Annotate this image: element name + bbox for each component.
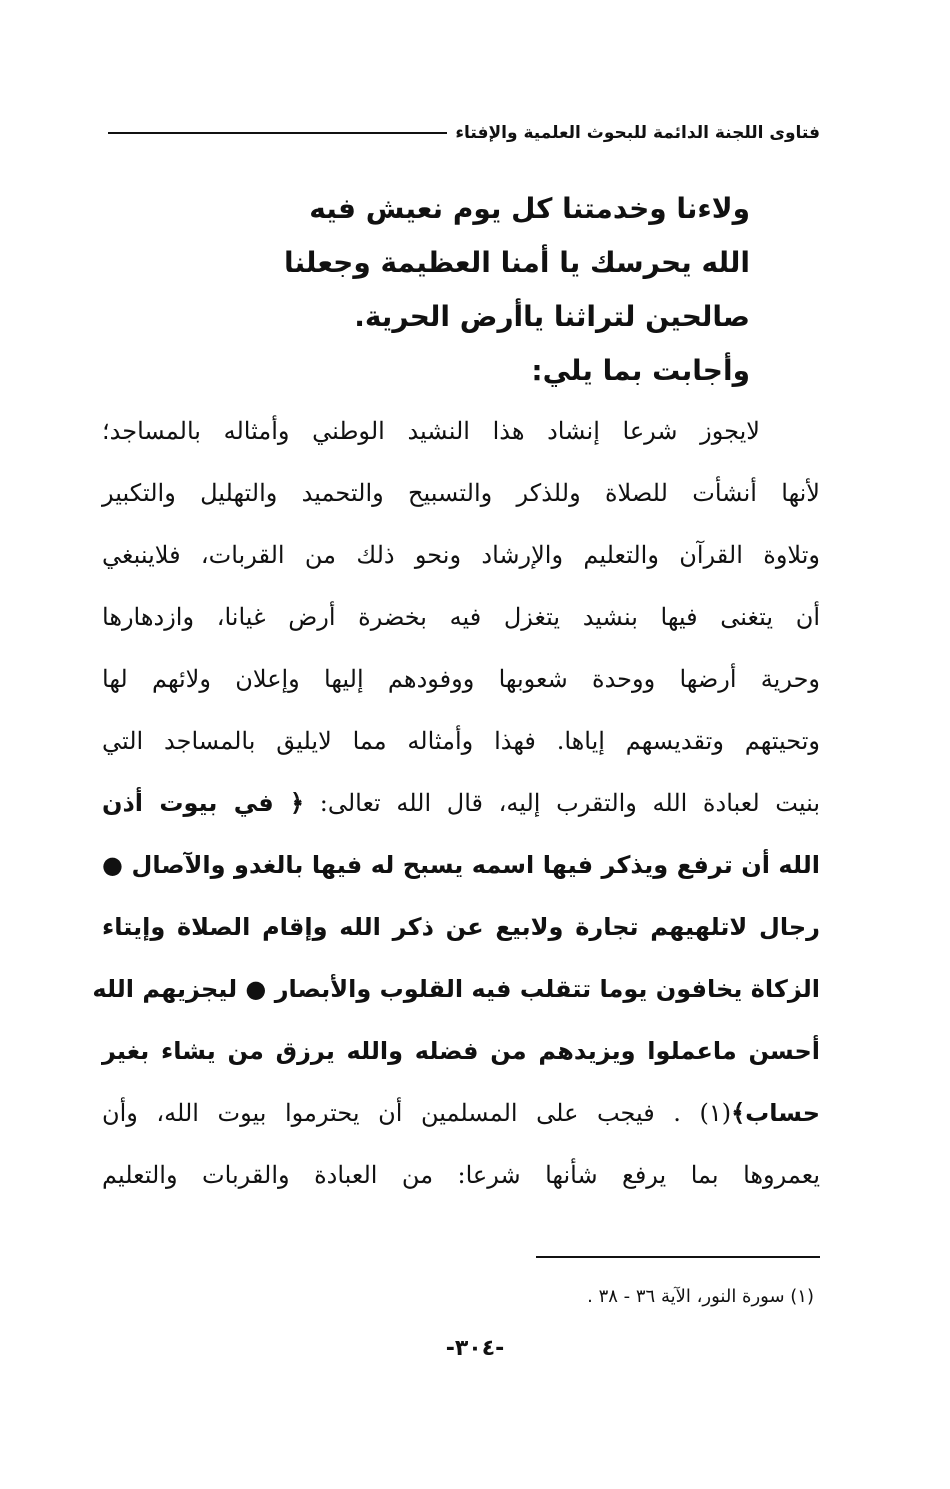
body-line: يعمروها بما يرفع شأنها شرعا: من العبادة والقربات والتعليم (102, 1161, 820, 1189)
poem-block (190, 182, 750, 398)
body-text-normal: (١) . فيجب على المسلمين أن يحترموا بيوت الله، وأن (102, 1099, 732, 1127)
quran-verse-line: رجال لاتلهيهم تجارة ولابيع عن ذكر الله وإقام الصلاة وإيتاء (102, 913, 820, 941)
quran-verse-line: أحسن ماعملوا ويزيدهم من فضله والله يرزق من يشاء بغير (102, 1037, 820, 1065)
quran-verse-start: ﴿ في بيوت أذن (102, 789, 305, 817)
poem-line: ولاءنا وخدمتنا كل يوم نعيش فيه (309, 192, 750, 225)
fatwa-body (92, 400, 821, 1206)
quran-verse-line: الله أن ترفع ويذكر فيها اسمه يسبح له فيها بالغدو والآصال ● (102, 851, 820, 879)
footnote: (١) سورة النور، الآية ٣٦ - ٣٨ . (587, 1286, 814, 1307)
footnote-divider (536, 1256, 820, 1258)
answer-intro: وأجابت بما يلي: (531, 354, 750, 387)
body-line: لايجوز شرعا إنشاد هذا النشيد الوطني وأمثاله بالمساجد؛ (102, 417, 760, 445)
body-text-normal: بنيت لعبادة الله والتقرب إليه، قال الله تعالى: (319, 789, 821, 817)
body-line: وتلاوة القرآن والتعليم والإرشاد ونحو ذلك من القربات، فلاينبغي (102, 541, 820, 569)
poem-line: الله يحرسك يا أمنا العظيمة وجعلنا (283, 246, 750, 279)
body-line: لأنها أنشأت للصلاة وللذكر والتسبيح والتحميد والتهليل والتكبير (102, 479, 820, 507)
body-line: وتحيتهم وتقديسهم إياها. فهذا وأمثاله مما لايليق بالمساجد التي (102, 727, 820, 755)
body-line-mixed (102, 1082, 820, 1144)
poem-line: صالحين لتراثنا ياأرض الحرية. (354, 300, 750, 333)
body-line: أن يتغنى فيها بنشيد يتغزل فيه بخضرة أرض غيانا، وازدهارها (102, 603, 820, 631)
body-line: وحرية أرضها ووحدة شعوبها ووفودهم إليها وإعلان ولائهم لها (102, 665, 820, 693)
header-rule (108, 132, 447, 134)
running-header (108, 118, 820, 148)
page-number: -٣٠٤- (445, 1336, 505, 1361)
quran-verse-line: الزكاة يخافون يوما تتقلب فيه القلوب والأبصار ● ليجزيهم الله (92, 975, 820, 1003)
body-line-mixed (102, 772, 820, 834)
quran-verse-end: حساب﴾ (731, 1099, 820, 1127)
header-title: فتاوى اللجنة الدائمة للبحوث العلمية والإفتاء (455, 123, 820, 143)
